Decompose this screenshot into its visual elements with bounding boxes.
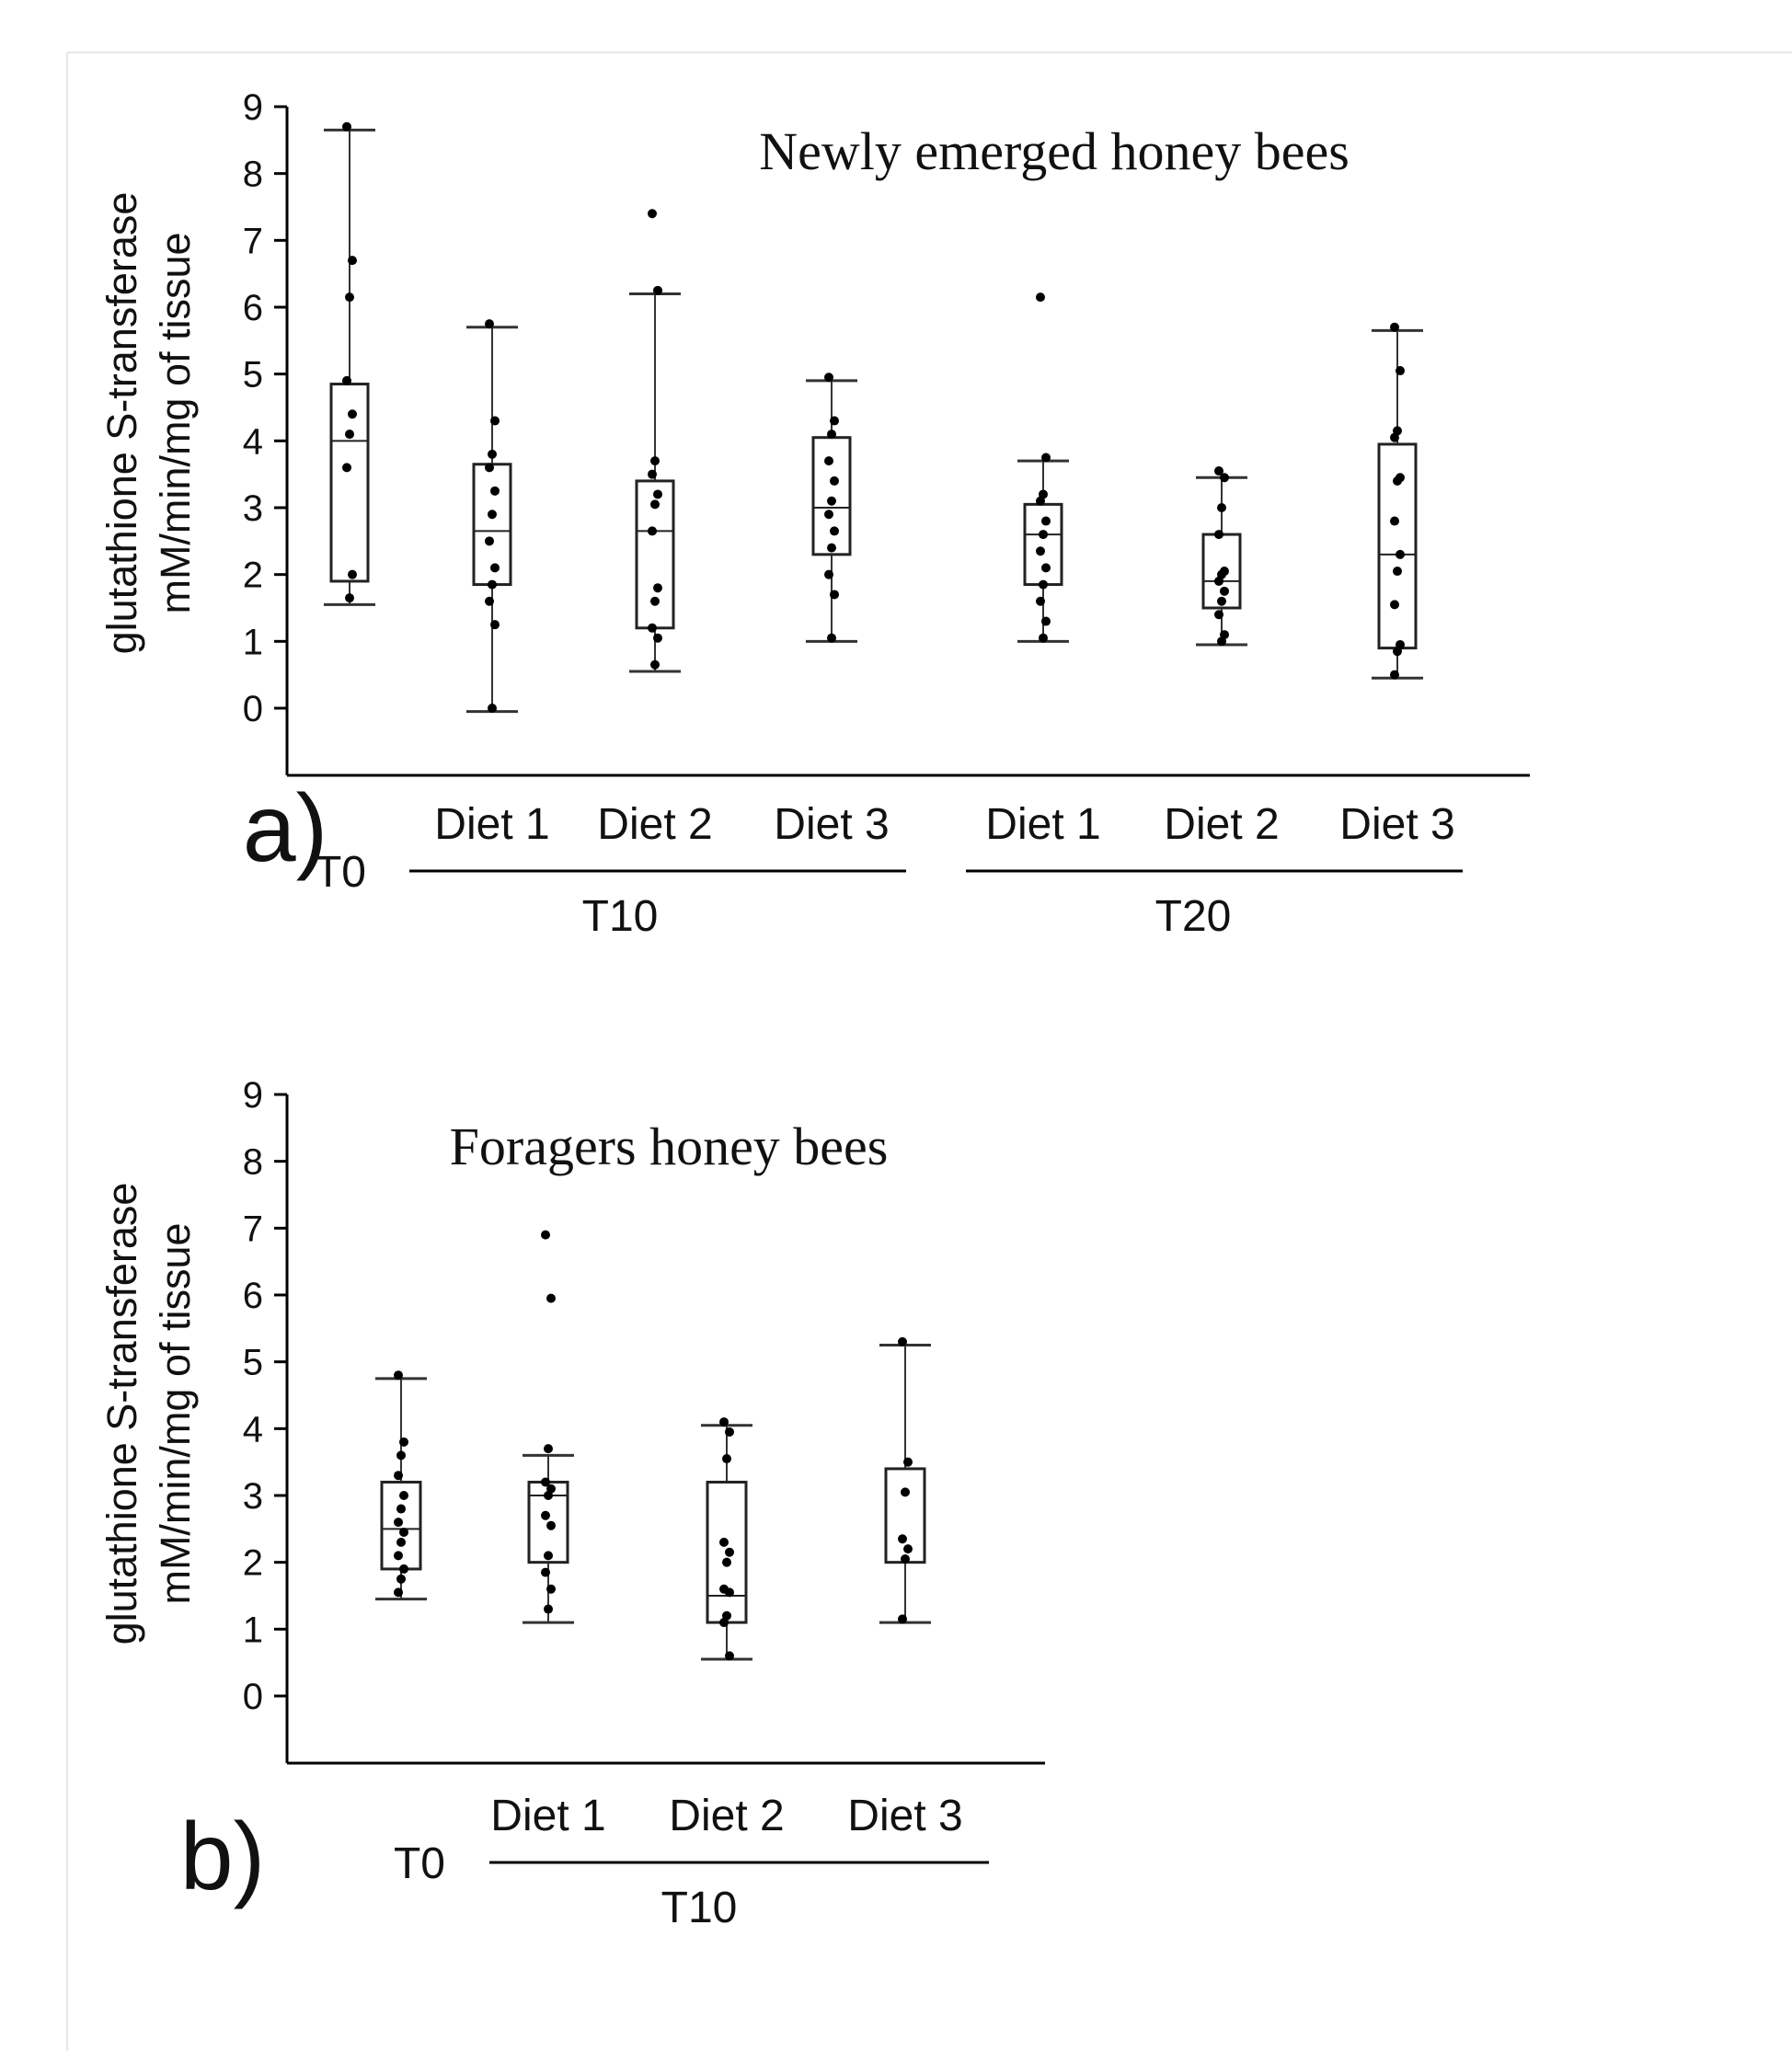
data-point	[824, 510, 833, 519]
data-point	[1220, 587, 1229, 596]
data-point	[399, 1564, 408, 1574]
data-point	[488, 510, 497, 519]
data-point	[485, 536, 494, 545]
data-point	[719, 1538, 729, 1547]
data-point	[394, 1551, 403, 1560]
data-point	[1214, 610, 1223, 619]
data-point	[827, 544, 836, 553]
data-point	[544, 1491, 553, 1500]
y-tick-label: 0	[242, 689, 263, 729]
y-tick-label: 9	[242, 87, 263, 128]
data-point	[1036, 546, 1045, 556]
data-point	[541, 1231, 550, 1240]
data-point	[719, 1417, 729, 1427]
y-tick-label: 8	[242, 154, 263, 195]
data-point	[903, 1458, 913, 1467]
data-point	[648, 209, 657, 218]
data-point	[488, 580, 497, 590]
data-point	[725, 1548, 734, 1557]
data-point	[1214, 530, 1223, 539]
data-point	[1396, 550, 1405, 559]
y-tick-label: 4	[242, 421, 263, 463]
y-tick-label: 8	[242, 1141, 263, 1183]
data-point	[345, 292, 354, 302]
y-tick-label: 6	[242, 1276, 263, 1316]
data-point	[490, 417, 500, 426]
data-point	[396, 1538, 406, 1547]
y-tick-label: 6	[242, 288, 263, 328]
data-point	[830, 590, 839, 599]
data-point	[648, 470, 657, 479]
panel-a-ylabel-line2: mM/min/mg of tissue	[152, 232, 199, 614]
data-point	[1390, 600, 1399, 609]
data-point	[1393, 647, 1402, 656]
data-point	[1217, 636, 1226, 646]
group-label: T10	[581, 892, 659, 941]
y-tick-label: 5	[242, 1342, 263, 1383]
panel-b-label: b)	[179, 1804, 266, 1910]
data-point	[342, 376, 351, 385]
data-point	[650, 456, 660, 465]
data-point	[1220, 473, 1229, 482]
y-tick-label: 7	[242, 1209, 263, 1250]
data-point	[394, 1471, 403, 1480]
category-label: Diet 1	[490, 1792, 606, 1840]
data-point	[725, 1427, 734, 1437]
data-point	[490, 563, 500, 572]
y-tick-label: 3	[242, 488, 263, 529]
data-point	[490, 620, 500, 629]
group-label: T20	[1154, 892, 1232, 941]
data-point	[830, 476, 839, 486]
data-point	[342, 463, 351, 472]
data-point	[650, 660, 660, 670]
data-point	[1039, 634, 1048, 643]
data-point	[1036, 497, 1045, 506]
data-point	[396, 1575, 406, 1584]
panel-a-ylabel-line1: glutathione S-transferase	[98, 191, 145, 655]
data-point	[1396, 366, 1405, 375]
data-point	[827, 634, 836, 643]
data-point	[648, 526, 657, 535]
data-point	[1041, 617, 1051, 626]
y-tick-label: 2	[242, 555, 263, 596]
data-point	[348, 256, 357, 265]
data-point	[488, 704, 497, 713]
data-point	[1041, 517, 1051, 526]
data-point	[1036, 292, 1045, 302]
category-label: Diet 2	[669, 1792, 785, 1840]
data-point	[488, 450, 497, 459]
data-point	[399, 1491, 408, 1500]
data-point	[396, 1450, 406, 1460]
data-point	[830, 417, 839, 426]
panel-b-title: Foragers honey bees	[449, 1117, 889, 1176]
data-point	[485, 597, 494, 606]
data-point	[824, 456, 833, 465]
data-point	[653, 583, 662, 592]
y-tick-label: 0	[242, 1677, 263, 1717]
data-point	[827, 497, 836, 506]
data-point	[394, 1518, 403, 1527]
data-point	[719, 1618, 729, 1627]
y-tick-label: 3	[242, 1476, 263, 1517]
data-point	[1217, 597, 1226, 606]
panel-a-title: Newly emerged honey bees	[759, 121, 1350, 181]
data-point	[544, 1444, 553, 1453]
panel-a-label: a)	[242, 775, 328, 882]
data-point	[653, 634, 662, 643]
data-point	[345, 430, 354, 439]
y-tick-label: 1	[242, 622, 263, 663]
data-point	[650, 597, 660, 606]
data-point	[725, 1651, 734, 1660]
group-label: T0	[393, 1839, 446, 1888]
data-point	[1217, 503, 1226, 512]
data-point	[898, 1614, 907, 1623]
data-point	[1390, 517, 1399, 526]
data-point	[396, 1505, 406, 1514]
data-point	[1041, 453, 1051, 463]
data-point	[1041, 563, 1051, 572]
data-point	[824, 570, 833, 579]
y-tick-label: 7	[242, 221, 263, 262]
iqr-box	[1025, 504, 1062, 584]
data-point	[485, 319, 494, 328]
y-tick-label: 2	[242, 1542, 263, 1584]
data-point	[725, 1587, 734, 1597]
group-label: T0	[314, 848, 367, 897]
data-point	[342, 122, 351, 132]
data-point	[901, 1554, 910, 1564]
category-label: Diet 3	[1339, 800, 1455, 849]
category-label: Diet 1	[434, 800, 550, 849]
data-point	[541, 1511, 550, 1520]
data-point	[903, 1544, 913, 1553]
data-point	[1390, 323, 1399, 332]
data-point	[546, 1294, 556, 1303]
data-point	[1390, 670, 1399, 680]
data-point	[1393, 476, 1402, 486]
data-point	[394, 1370, 403, 1380]
category-label: Diet 2	[1164, 800, 1280, 849]
data-point	[722, 1454, 731, 1463]
y-tick-label: 9	[242, 1075, 263, 1116]
data-point	[348, 409, 357, 418]
data-point	[490, 487, 500, 496]
category-label: Diet 1	[985, 800, 1101, 849]
data-point	[648, 624, 657, 633]
data-point	[345, 593, 354, 602]
data-point	[541, 1568, 550, 1577]
panel-b-ylabel-line2: mM/min/mg of tissue	[152, 1222, 199, 1605]
data-point	[1393, 567, 1402, 576]
data-point	[485, 463, 494, 472]
data-point	[348, 570, 357, 579]
data-point	[546, 1521, 556, 1530]
data-point	[1214, 577, 1223, 586]
y-tick-label: 1	[242, 1610, 263, 1651]
data-point	[898, 1337, 907, 1346]
data-point	[901, 1487, 910, 1496]
data-point	[830, 526, 839, 535]
y-tick-label: 5	[242, 354, 263, 395]
data-point	[653, 286, 662, 295]
data-point	[824, 372, 833, 382]
data-point	[399, 1438, 408, 1447]
data-point	[722, 1558, 731, 1567]
data-point	[827, 430, 836, 439]
data-point	[1390, 433, 1399, 442]
data-point	[544, 1605, 553, 1614]
data-point	[399, 1528, 408, 1537]
iqr-box	[813, 438, 850, 555]
data-point	[898, 1534, 907, 1543]
data-point	[394, 1587, 403, 1597]
y-tick-label: 4	[242, 1409, 263, 1450]
data-point	[1039, 580, 1048, 590]
data-point	[544, 1551, 553, 1560]
category-label: Diet 3	[774, 800, 890, 849]
category-label: Diet 3	[847, 1792, 963, 1840]
data-point	[546, 1585, 556, 1594]
data-point	[650, 499, 660, 509]
group-label: T10	[661, 1884, 738, 1932]
panel-b-ylabel-line1: glutathione S-transferase	[98, 1182, 145, 1645]
category-label: Diet 2	[597, 800, 713, 849]
data-point	[653, 489, 662, 498]
data-point	[1039, 530, 1048, 539]
data-point	[1036, 597, 1045, 606]
